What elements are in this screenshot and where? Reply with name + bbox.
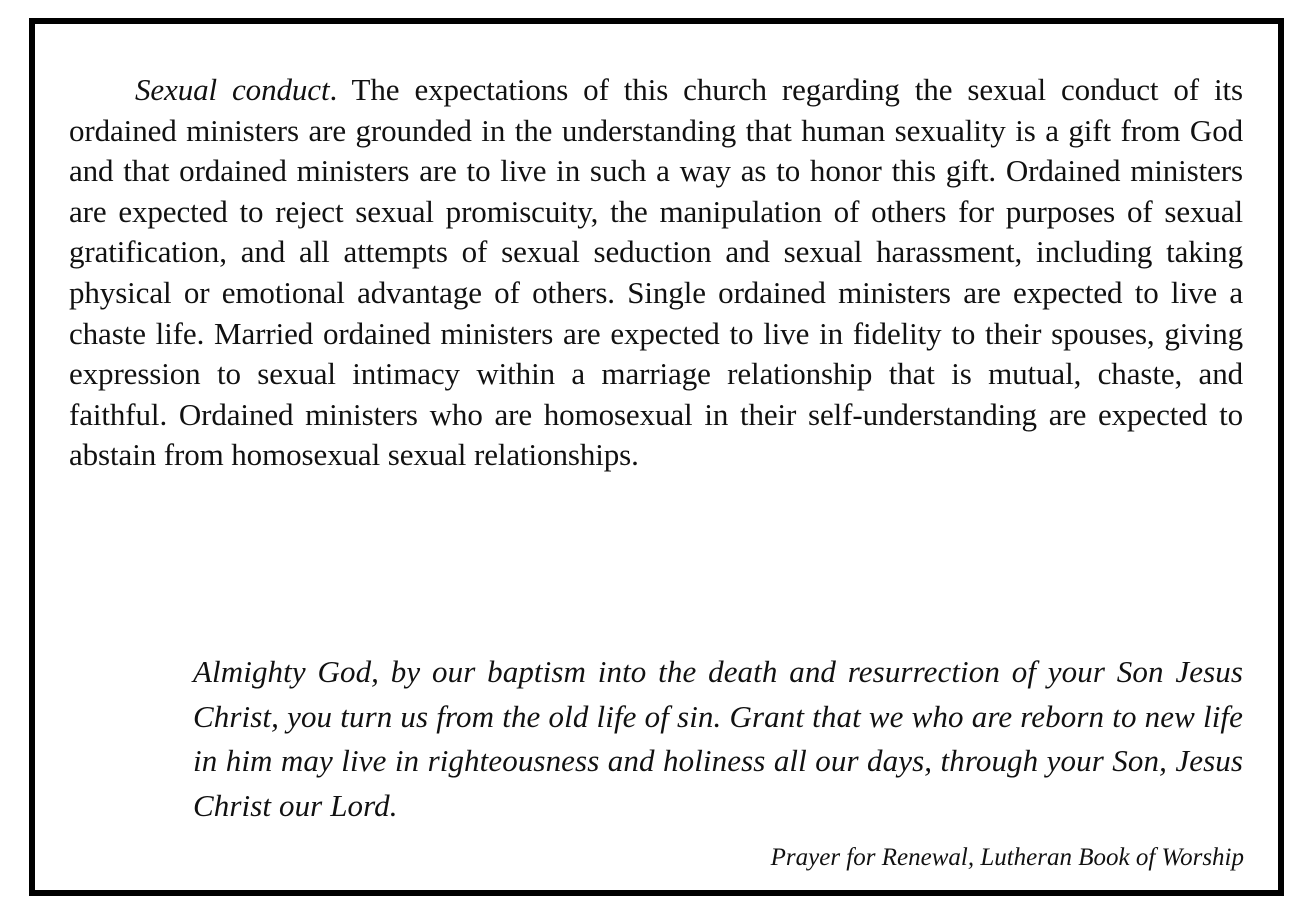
paragraph-body-text: . The expectations of this church regarding the sexual conduct of its ordained ministers are grounded in the understanding that human sexuality is a gift from God and that ordained ministers are to live in such a way as to honor this gift. Ordained ministers are expected to reject sexual promiscuity, the manipulation of others for purposes of sexual gratification, and all attempts of sexual seduction and sexual harassment, including taking physical or emotional advantage of others. Single ordained ministers are expected to live a chaste life. Married ordained ministers are expected to live in fidelity to their spouses, giving expression to sexual intimacy within a marriage relationship that is mutual, chaste, and faithful. Ordained ministers who are homosexual in their self-understanding are expected to abstain from homosexual sexual relationships. xyxy=(69,72,1243,473)
sexual-conduct-paragraph xyxy=(69,70,1243,476)
prayer-attribution: Prayer for Renewal, Lutheran Book of Worship xyxy=(770,844,1244,871)
bordered-text-box xyxy=(29,18,1284,896)
paragraph-lead-heading: Sexual conduct xyxy=(135,72,330,107)
prayer-text: Almighty God, by our baptism into the death and resurrection of your Son Jesus Christ, you turn us from the old life of sin. Grant that we who are reborn to new life in him may live in righteousness and holiness all our days, through your Son, Jesus Christ our Lord. xyxy=(193,654,1243,823)
